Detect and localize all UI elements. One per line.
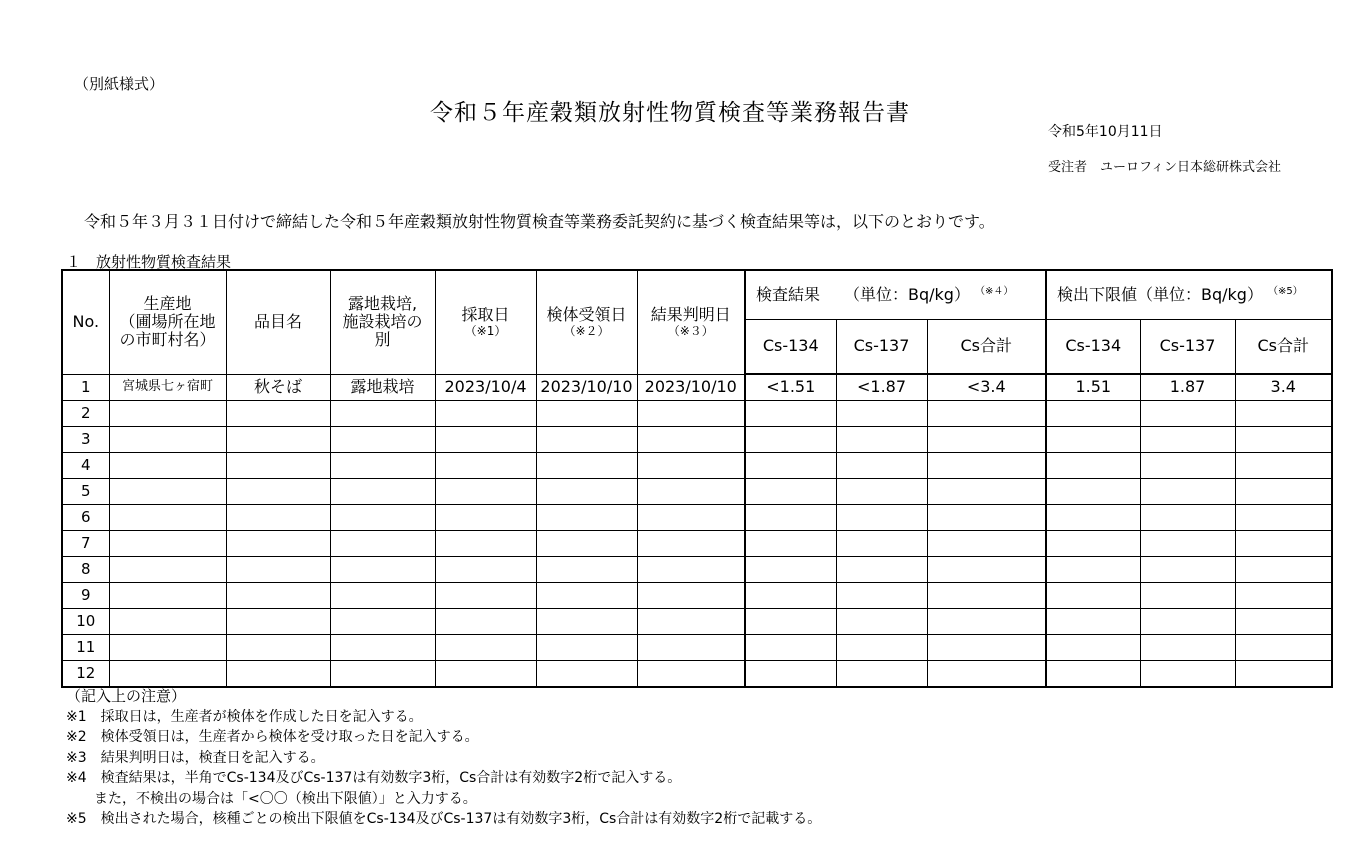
cell-received-date: 2023/10/10 [536, 374, 637, 401]
cell-item [226, 505, 330, 531]
cell-cultivation [330, 557, 435, 583]
cell-res-cs134 [745, 531, 836, 557]
cell-lim-cs137 [1140, 505, 1235, 531]
header-result-label: 結果判明日 [650, 305, 731, 325]
cell-received-date [536, 479, 637, 505]
header-lim-total: Cs合計 [1235, 320, 1332, 375]
result-table [61, 269, 1333, 688]
cell-result-date [637, 479, 745, 505]
cell-lim-cs137 [1140, 427, 1235, 453]
cell-lim-cs137 [1140, 661, 1235, 688]
cell-res-total [927, 661, 1046, 688]
cell-lim-cs134 [1046, 531, 1140, 557]
note-line: ※4 検査結果は，半角でCs-134及びCs-137は有効数字3桁，Cs合計は有効数字2桁で記入する。 [66, 770, 682, 786]
header-lim-cs137: Cs-137 [1140, 320, 1235, 375]
cell-lim-cs134 [1046, 583, 1140, 609]
table-row [62, 609, 1332, 635]
cell-result-date [637, 583, 745, 609]
cell-cultivation [330, 609, 435, 635]
header-received-label: 検体受領日 [546, 305, 627, 325]
header-limit-group [1046, 270, 1332, 320]
cell-lim-cs134: 1.51 [1046, 374, 1140, 401]
cell-result-date [637, 661, 745, 688]
cell-origin [109, 479, 226, 505]
cell-item [226, 401, 330, 427]
cell-lim-cs134 [1046, 609, 1140, 635]
cell-item [226, 427, 330, 453]
cell-lim-total [1235, 661, 1332, 688]
cell-res-total [927, 453, 1046, 479]
notes [66, 686, 821, 830]
cell-origin [109, 427, 226, 453]
table-row [62, 635, 1332, 661]
cell-lim-total: 3.4 [1235, 374, 1332, 401]
cell-res-cs137 [836, 583, 927, 609]
cell-res-total [927, 557, 1046, 583]
cell-lim-total [1235, 401, 1332, 427]
cell-no: 4 [62, 453, 109, 479]
cell-received-date [536, 661, 637, 688]
header-origin-label: 生産地 （圃場所在地 の市町村名） [119, 293, 216, 350]
cell-no: 5 [62, 479, 109, 505]
cell-cultivation [330, 401, 435, 427]
cell-res-cs137 [836, 531, 927, 557]
cell-lim-total [1235, 453, 1332, 479]
cell-lim-cs137 [1140, 531, 1235, 557]
cell-lim-cs134 [1046, 479, 1140, 505]
cell-no: 10 [62, 609, 109, 635]
cell-res-cs137 [836, 609, 927, 635]
cell-origin: 宮城県七ヶ宿町 [109, 374, 226, 401]
cell-res-total [927, 401, 1046, 427]
cell-lim-total [1235, 557, 1332, 583]
cell-sampling-date [435, 609, 536, 635]
cell-no: 1 [62, 374, 109, 401]
cell-lim-cs134 [1046, 557, 1140, 583]
cell-res-total: <3.4 [927, 374, 1046, 401]
note-line: ※1 採取日は，生産者が検体を作成した日を記入する。 [66, 708, 423, 725]
header-sampling-label: 採取日 [461, 305, 510, 325]
cell-item: 秋そば [226, 374, 330, 401]
note-line: ※3 結果判明日は，検査日を記入する。 [66, 749, 325, 766]
cell-res-cs134 [745, 453, 836, 479]
cell-sampling-date [435, 661, 536, 688]
table-row [62, 583, 1332, 609]
cell-sampling-date [435, 583, 536, 609]
cell-received-date [536, 401, 637, 427]
cell-lim-cs134 [1046, 635, 1140, 661]
cell-no: 9 [62, 583, 109, 609]
cell-cultivation [330, 479, 435, 505]
cell-lim-total [1235, 505, 1332, 531]
cell-lim-cs137 [1140, 583, 1235, 609]
cell-result-date [637, 609, 745, 635]
cell-lim-total [1235, 427, 1332, 453]
cell-received-date [536, 531, 637, 557]
cell-res-total [927, 635, 1046, 661]
cell-result-date [637, 453, 745, 479]
cell-no: 12 [62, 661, 109, 688]
cell-sampling-date [435, 453, 536, 479]
header-item: 品目名 [226, 270, 330, 374]
section-title: １ 放射性物質検査結果 [66, 253, 232, 271]
cell-cultivation [330, 635, 435, 661]
header-res-cs134: Cs-134 [745, 320, 836, 375]
header-received-date [536, 270, 637, 374]
cell-lim-cs134 [1046, 661, 1140, 688]
table-row [62, 531, 1332, 557]
cell-sampling-date [435, 557, 536, 583]
cell-res-cs137 [836, 635, 927, 661]
table-row [62, 427, 1332, 453]
cell-origin [109, 661, 226, 688]
cell-item [226, 609, 330, 635]
cell-origin [109, 583, 226, 609]
cell-res-total [927, 505, 1046, 531]
cell-item [226, 635, 330, 661]
header-no: No. [62, 270, 109, 374]
cell-result-date [637, 557, 745, 583]
cell-cultivation [330, 661, 435, 688]
cell-origin [109, 453, 226, 479]
cell-res-total [927, 427, 1046, 453]
cell-lim-cs137 [1140, 557, 1235, 583]
cell-lim-cs137 [1140, 609, 1235, 635]
header-results-group [745, 270, 1046, 320]
cell-received-date [536, 557, 637, 583]
header-results-label: 検査結果 （単位：Bq/kg） [756, 284, 970, 304]
page-title: 令和５年産穀類放射性物質検査等業務報告書 [430, 100, 910, 126]
table-row [62, 401, 1332, 427]
table-row [62, 505, 1332, 531]
cell-res-cs137 [836, 505, 927, 531]
cell-cultivation [330, 427, 435, 453]
table-row [62, 479, 1332, 505]
cell-cultivation [330, 531, 435, 557]
header-received-note: （※２） [563, 323, 610, 338]
cell-received-date [536, 583, 637, 609]
header-limit-label: 検出下限値（単位：Bq/kg） [1057, 284, 1263, 304]
intro-text: 令和５年３月３１日付けで締結した令和５年産穀類放射性物質検査等業務委託契約に基づく検査結果等は，以下のとおりです。 [84, 212, 995, 231]
cell-no: 2 [62, 401, 109, 427]
cell-no: 7 [62, 531, 109, 557]
header-res-cs137: Cs-137 [836, 320, 927, 375]
cell-sampling-date [435, 427, 536, 453]
header-lim-cs134: Cs-134 [1046, 320, 1140, 375]
cell-item [226, 479, 330, 505]
header-row [62, 270, 1332, 320]
cell-received-date [536, 453, 637, 479]
cell-item [226, 531, 330, 557]
header-results-note: （※４） [975, 285, 1014, 297]
cell-no: 6 [62, 505, 109, 531]
cell-res-cs137 [836, 427, 927, 453]
cell-item [226, 661, 330, 688]
cell-cultivation [330, 505, 435, 531]
cell-sampling-date [435, 635, 536, 661]
notes-heading: （記入上の注意） [66, 687, 187, 705]
cell-received-date [536, 609, 637, 635]
cell-no: 3 [62, 427, 109, 453]
cell-sampling-date [435, 505, 536, 531]
header-sampling-note: （※1） [464, 323, 507, 338]
table-row [62, 453, 1332, 479]
cell-res-cs134 [745, 427, 836, 453]
cell-item [226, 583, 330, 609]
cell-res-total [927, 609, 1046, 635]
header-cultivation [330, 270, 435, 374]
cell-lim-total [1235, 635, 1332, 661]
cell-res-cs134 [745, 635, 836, 661]
cell-lim-cs134 [1046, 401, 1140, 427]
cell-res-cs137 [836, 479, 927, 505]
cell-res-cs137 [836, 661, 927, 688]
report-date: 令和5年10月11日 [1048, 124, 1163, 140]
cell-res-total [927, 583, 1046, 609]
cell-lim-total [1235, 609, 1332, 635]
note-line: ※2 検体受領日は，生産者から検体を受け取った日を記入する。 [66, 729, 479, 745]
cell-received-date [536, 635, 637, 661]
note-line: ※5 検出された場合，核種ごとの検出下限値をCs-134及びCs-137は有効数字3桁，Cs合計は有効数字2桁で記載する。 [66, 811, 822, 827]
cell-origin [109, 505, 226, 531]
table-row [62, 661, 1332, 688]
cell-lim-cs137: 1.87 [1140, 374, 1235, 401]
cell-sampling-date [435, 531, 536, 557]
cell-res-total [927, 479, 1046, 505]
cell-sampling-date [435, 479, 536, 505]
cell-res-total [927, 531, 1046, 557]
note-line: また，不検出の場合は「<〇〇（検出下限値）」と入力する。 [66, 790, 477, 807]
cell-lim-cs137 [1140, 453, 1235, 479]
cell-no: 11 [62, 635, 109, 661]
cell-result-date [637, 427, 745, 453]
cell-sampling-date: 2023/10/4 [435, 374, 536, 401]
header-limit-note: （※5） [1268, 285, 1303, 297]
cell-res-cs134: <1.51 [745, 374, 836, 401]
cell-res-cs134 [745, 505, 836, 531]
header-origin [109, 270, 226, 374]
contractor-name: 受注者 ユーロフィン日本総研株式会社 [1048, 160, 1281, 175]
cell-origin [109, 401, 226, 427]
cell-result-date [637, 531, 745, 557]
cell-received-date [536, 427, 637, 453]
cell-lim-cs137 [1140, 635, 1235, 661]
cell-sampling-date [435, 401, 536, 427]
cell-res-cs137 [836, 453, 927, 479]
cell-result-date: 2023/10/10 [637, 374, 745, 401]
cell-res-cs137: <1.87 [836, 374, 927, 401]
cell-res-cs134 [745, 661, 836, 688]
cell-lim-cs137 [1140, 479, 1235, 505]
cell-item [226, 453, 330, 479]
table-row [62, 374, 1332, 401]
cell-lim-cs137 [1140, 401, 1235, 427]
cell-cultivation [330, 583, 435, 609]
cell-res-cs134 [745, 401, 836, 427]
cell-origin [109, 635, 226, 661]
cell-lim-cs134 [1046, 453, 1140, 479]
cell-no: 8 [62, 557, 109, 583]
cell-res-cs134 [745, 479, 836, 505]
form-label: （別紙様式） [74, 75, 165, 93]
cell-res-cs137 [836, 557, 927, 583]
cell-res-cs137 [836, 401, 927, 427]
header-res-total: Cs合計 [927, 320, 1046, 375]
cell-result-date [637, 505, 745, 531]
header-result-date [637, 270, 745, 374]
cell-origin [109, 531, 226, 557]
cell-lim-total [1235, 479, 1332, 505]
header-cultivation-label: 露地栽培, 施設栽培の 別 [342, 293, 423, 350]
cell-cultivation [330, 453, 435, 479]
header-result-note: （※３） [667, 323, 714, 338]
cell-lim-cs134 [1046, 505, 1140, 531]
header-sampling-date [435, 270, 536, 374]
cell-res-cs134 [745, 583, 836, 609]
cell-lim-cs134 [1046, 427, 1140, 453]
cell-item [226, 557, 330, 583]
cell-received-date [536, 505, 637, 531]
table-row [62, 557, 1332, 583]
cell-result-date [637, 401, 745, 427]
cell-res-cs134 [745, 557, 836, 583]
cell-cultivation: 露地栽培 [330, 374, 435, 401]
cell-origin [109, 557, 226, 583]
cell-origin [109, 609, 226, 635]
cell-result-date [637, 635, 745, 661]
cell-lim-total [1235, 531, 1332, 557]
cell-lim-total [1235, 583, 1332, 609]
cell-res-cs134 [745, 609, 836, 635]
